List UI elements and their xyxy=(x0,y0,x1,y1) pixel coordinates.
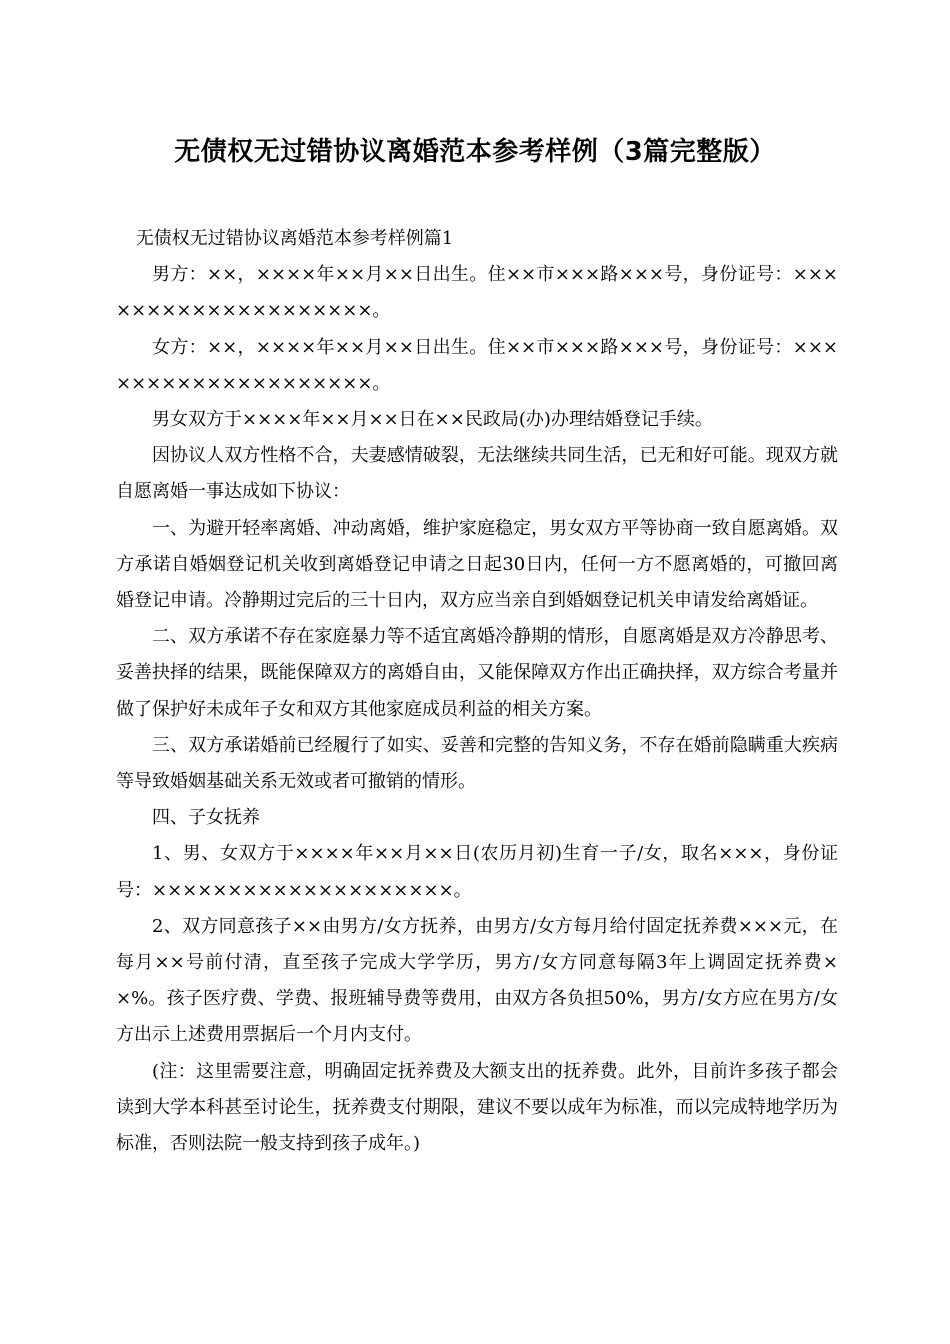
paragraph-child-support: 2、双方同意孩子××由男方/女方抚养，由男方/女方每月给付固定抚养费×××元，在每月××号前付清，直至孩子完成大学学历，男方/女方同意每隔3年上调固定抚养费××%。孩子医疗费、学费、报班辅导费等费用，由双方各负担50%，男方/女方应在男方/女方出示上述费用票据后一个月内支付。 xyxy=(116,915,838,1046)
paragraph-female-party: 女方：××，××××年××月××日出生。住××市×××路×××号，身份证号：××××××××××××××××××××。 xyxy=(116,336,838,394)
section-subtitle: 无债权无过错协议离婚范本参考样例篇1 xyxy=(135,228,454,249)
paragraph-note: (注：这里需要注意，明确固定抚养费及大额支出的抚养费。此外，目前许多孩子都会读到大学本科甚至讨论生，抚养费支付期限，建议不要以成年为标准，而以完成特地学历为标准，否则法院一般支持到孩子成年。) xyxy=(116,1060,838,1155)
paragraph-male-party: 男方：××，××××年××月××日出生。住××市×××路×××号，身份证号：××××××××××××××××××××。 xyxy=(116,264,838,322)
document-title: 无债权无过错协议离婚范本参考样例（3篇完整版） xyxy=(174,137,776,167)
paragraph-clause-4-heading: 四、子女抚养 xyxy=(152,807,260,829)
paragraph-clause-3: 三、双方承诺婚前已经履行了如实、妥善和完整的告知义务，不存在婚前隐瞒重大疾病等导致婚姻基础关系无效或者可撤销的情形。 xyxy=(116,734,838,793)
paragraph-clause-2: 二、双方承诺不存在家庭暴力等不适宜离婚冷静期的情形，自愿离婚是双方冷静思考、妥善抉择的结果，既能保障双方的离婚自由，又能保障双方作出正确抉择，双方综合考量并做了保护好未成年子女和双方其他家庭成员利益的相关方案。 xyxy=(116,626,838,720)
document-body xyxy=(116,221,838,1162)
paragraph-marriage-registration: 男女双方于××××年××月××日在××民政局(办)办理结婚登记手续。 xyxy=(152,409,713,431)
paragraph-reason: 因协议人双方性格不合，夫妻感情破裂，无法继续共同生活，已无和好可能。现双方就自愿离婚一事达成如下协议： xyxy=(116,445,838,503)
paragraph-child-info: 1、男、女双方于××××年××月××日(农历月初)生育一子/女，取名×××，身份证号：××××××××××××××××××××。 xyxy=(116,843,838,901)
paragraph-clause-1: 一、为避开轻率离婚、冲动离婚，维护家庭稳定，男女双方平等协商一致自愿离婚。双方承诺自婚姻登记机关收到离婚登记申请之日起30日内，任何一方不愿离婚的，可撤回离婚登记申请。冷静期过完后的三十日内，双方应当亲自到婚姻登记机关申请发给离婚证。 xyxy=(116,517,838,612)
